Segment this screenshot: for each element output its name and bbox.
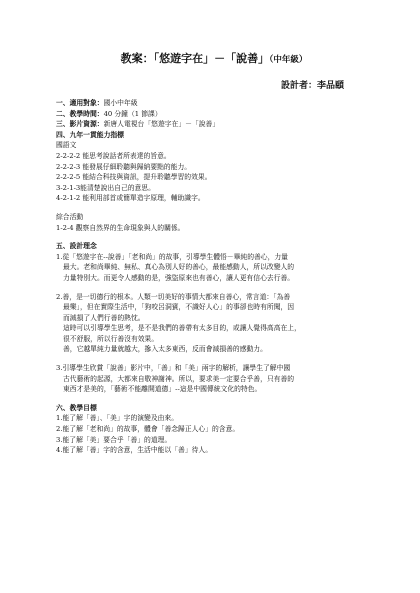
title-level: （中年級）: [269, 55, 308, 65]
indicator-item: 1-2-4 觀察自然界的生命現象與人的關係。: [56, 223, 185, 232]
concept-paragraph-3: 3.引導學生欣賞「說善」影片中，「善」和「美」兩字的解析，讓學生了解中國 古代藝術的起源，大都來自敬神謝神。所以，要求美一定要合乎善，只有善的 東西才是美的，「藝術不能離開道德」--這是中國傳統文化的特色。: [56, 364, 295, 394]
subheading-chinese: 國語文: [56, 141, 77, 150]
info-target: 一、適用對象：國小中年級: [56, 99, 138, 107]
section-basic-info: [56, 98, 372, 130]
author: 設計者：李品頤: [280, 81, 344, 91]
indicator-item: 4-2-1-2 能利用部首或簡單造字原理，輔助識字。: [56, 194, 205, 203]
indicator-item: 3-2-1-3能清楚說出自己的意思。: [56, 183, 155, 192]
concept-paragraph-2: 2.善，是一切德行的根本。人類一切美好的事情大都來自善心，常言道：「為善 最樂」，但在實際生活中，「狗咬呂洞賓，不識好人心」的事卻也時有所聞，因 而減損了人們行善的熱忱。 這時可以引導學生思考，是不是我們的善帶有太多目的，或讓人覺得高高在上， 很不舒服，所以行善沒有效果。 善，它越單純力量就越大，摻入太多東西，反而會減損善的感動力。: [56, 292, 301, 354]
subheading-integrated: 綜合活動: [56, 212, 84, 221]
indicator-item: 2-2-2-3 能發展仔細聆聽與歸納要點的能力。: [56, 162, 192, 171]
indicator-item: 2-2-2-2 能思考說話者所表達的旨意。: [56, 151, 171, 160]
title-main: 教案：「悠遊字在」－「說善」: [120, 52, 270, 65]
section-heading: 六、教學目標: [56, 403, 97, 412]
objective-item: 4.能了解「善」字的含意，生活中能以「善」待人。: [56, 446, 213, 455]
document-title: [56, 52, 372, 67]
indicator-item: 2-2-2-5 能結合科技與資訊，提升聆聽學習的效果。: [56, 173, 212, 182]
objective-item: 1.能了解「善」、「美」字的演變及由來。: [56, 414, 179, 423]
section-heading: 五、設計理念: [56, 242, 97, 251]
section-objectives: [56, 403, 372, 456]
objective-item: 2.能了解「老和尚」的故事，體會「善念歸正人心」的含意。: [56, 425, 240, 434]
info-time: 二、教學時間：40 分鐘（1 節課）: [56, 109, 162, 118]
section-heading: 四、九年一貫能力指標: [56, 130, 124, 139]
section-design-concept: [56, 241, 372, 395]
objective-item: 3.能了解「美」要合乎「善」的道理。: [56, 435, 172, 444]
section-indicators: [56, 130, 372, 233]
concept-paragraph-1: 1.從「悠遊字在--說善」「老和尚」的故事，引導學生體悟－畢純的善心，力量 最大。老和尚畢純、無私、真心為別人好的善心，最能感動人，所以改變人的 力量特別大。而更令人感動的是，強盜原來也有善心，讓人更有信心去行善。: [56, 252, 295, 282]
info-video: 三、影片資源：新唐人電視台「悠遊字在」－「說善」: [56, 120, 220, 129]
